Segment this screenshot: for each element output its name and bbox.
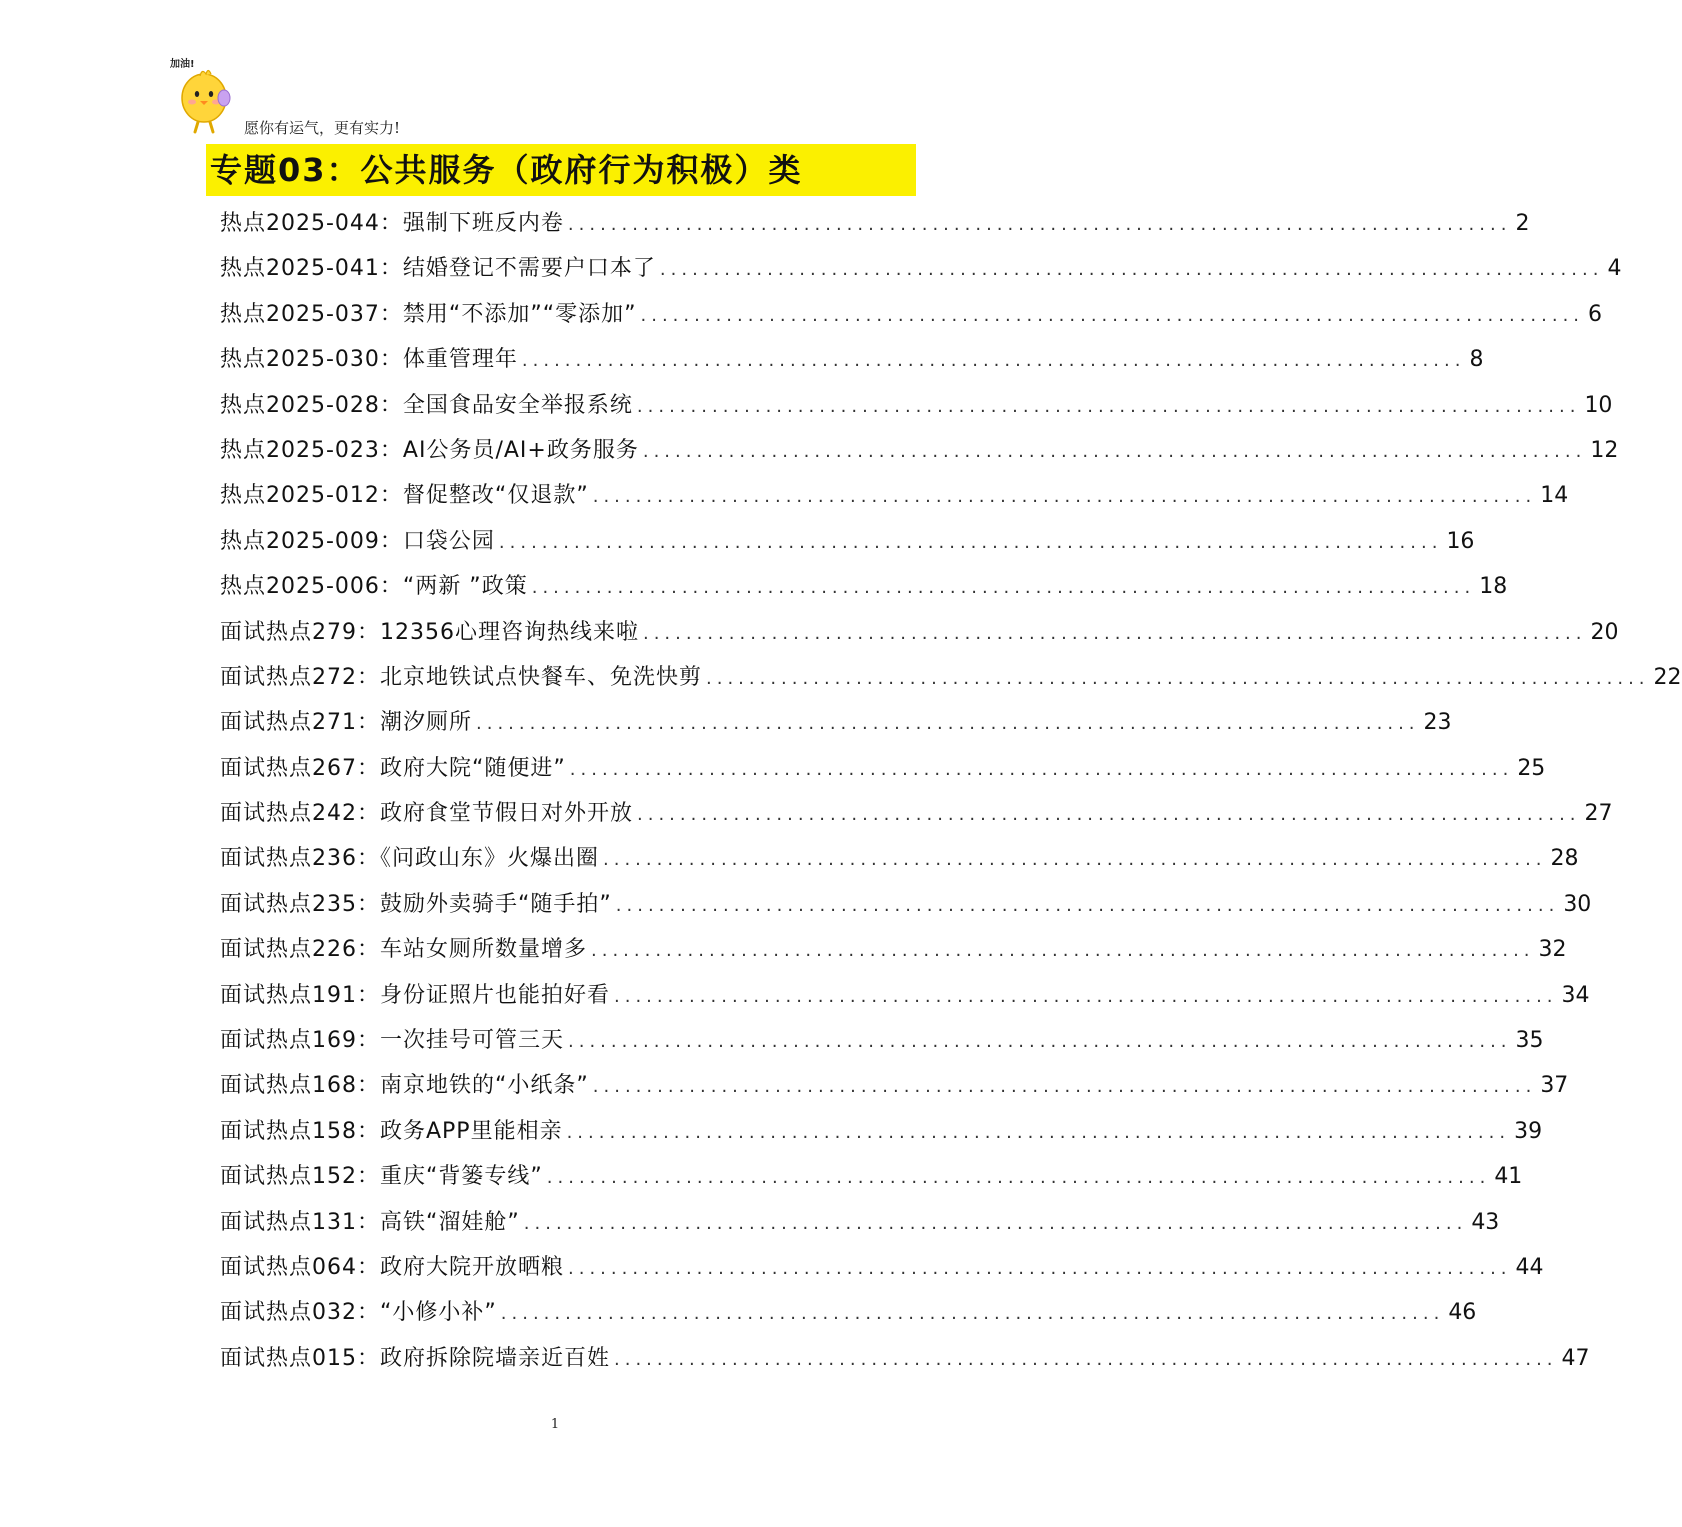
toc-entry-label: 面试热点191：身份证照片也能拍好看 xyxy=(220,982,610,1008)
toc-entry-label: 热点2025-044：强制下班反内卷 xyxy=(220,211,564,236)
toc-entry[interactable] xyxy=(220,1245,1544,1290)
toc-entry-page: 43 xyxy=(1471,1209,1500,1235)
toc-entry[interactable] xyxy=(220,519,1475,564)
toc-entry[interactable] xyxy=(220,337,1484,382)
toc-entry-label: 面试热点158：政务APP里能相亲 xyxy=(220,1118,563,1144)
toc-entry[interactable] xyxy=(220,383,1613,428)
toc-dot-leader: ........................................................................................ xyxy=(659,259,1604,281)
toc-dot-leader: ........................................................................................ xyxy=(614,1348,1558,1370)
toc-dot-leader: ........................................................................................ xyxy=(614,985,1558,1007)
toc-entry-label: 面试热点267：政府大院“随便进” xyxy=(220,755,566,781)
toc-entry-page: 20 xyxy=(1590,619,1619,645)
toc-entry-label: 热点2025-009：口袋公园 xyxy=(220,528,495,554)
toc-entry-page: 41 xyxy=(1494,1164,1523,1190)
toc-dot-leader: ........................................................................................ xyxy=(640,304,1585,326)
toc-entry-label: 面试热点279：12356心理咨询热线来啦 xyxy=(220,619,639,645)
toc-entry-page: 37 xyxy=(1540,1073,1569,1099)
toc-entry-label: 面试热点236：《问政山东》火爆出圈 xyxy=(220,846,599,872)
toc-entry[interactable] xyxy=(220,746,1546,791)
toc-entry[interactable] xyxy=(220,882,1592,927)
toc-entry-label: 面试热点169：一次挂号可管三天 xyxy=(220,1028,564,1054)
toc-entry[interactable] xyxy=(220,1109,1543,1154)
toc-entry-label: 面试热点235：鼓励外卖骑手“随手拍” xyxy=(220,891,612,917)
toc-entry-page: 30 xyxy=(1563,891,1592,917)
toc-dot-leader: ........................................................................................ xyxy=(500,1303,1445,1325)
toc-entry-page: 27 xyxy=(1584,801,1613,827)
toc-entry[interactable] xyxy=(220,1063,1569,1108)
toc-entry-page: 28 xyxy=(1550,846,1579,872)
toc-entry-page: 8 xyxy=(1469,347,1484,373)
toc-dot-leader: ........................................................................................ xyxy=(706,667,1650,689)
toc-dot-leader: ........................................................................................ xyxy=(568,1031,1512,1053)
toc-dot-leader: ........................................................................................ xyxy=(615,894,1560,916)
toc-entry[interactable] xyxy=(220,1336,1590,1381)
toc-dot-leader: ........................................................................................ xyxy=(498,531,1443,553)
toc-entry-page: 4 xyxy=(1607,256,1622,282)
toc-entry[interactable] xyxy=(220,836,1579,881)
toc-dot-leader: ........................................................................................ xyxy=(642,622,1587,644)
toc-dot-leader: ........................................................................................ xyxy=(592,1076,1537,1098)
toc-dot-leader: ........................................................................................ xyxy=(603,849,1547,871)
toc-entry-label: 面试热点032：“小修小补” xyxy=(220,1300,497,1326)
toc-entry-label: 热点2025-006：“两新 ”政策 xyxy=(220,574,528,600)
toc-entry[interactable] xyxy=(220,973,1590,1018)
toc-entry[interactable] xyxy=(220,428,1619,473)
toc-dot-leader: ........................................................................................ xyxy=(546,1167,1491,1189)
toc-dot-leader: ........................................................................................ xyxy=(591,940,1535,962)
toc-entry-page: 22 xyxy=(1653,664,1682,690)
toc-entry-label: 热点2025-037：禁用“不添加”“零添加” xyxy=(220,301,637,327)
toc-entry-label: 热点2025-041：结婚登记不需要户口本了 xyxy=(220,256,656,282)
toc-entry[interactable] xyxy=(220,927,1567,972)
toc-entry-page: 35 xyxy=(1515,1028,1544,1054)
toc-dot-leader: ........................................................................................ xyxy=(523,1212,1468,1234)
toc-entry-page: 46 xyxy=(1448,1300,1477,1326)
table-of-contents xyxy=(220,201,1682,1381)
toc-dot-leader: ........................................................................................ xyxy=(636,395,1581,417)
toc-entry-label: 面试热点015：政府拆除院墙亲近百姓 xyxy=(220,1345,610,1371)
toc-entry-label: 热点2025-028：全国食品安全举报系统 xyxy=(220,392,633,418)
toc-entry[interactable] xyxy=(220,1290,1477,1335)
toc-dot-leader: ........................................................................................ xyxy=(568,1257,1512,1279)
toc-dot-leader: ........................................................................................ xyxy=(642,440,1587,462)
toc-dot-leader: ........................................................................................ xyxy=(567,214,1512,235)
toc-entry[interactable] xyxy=(220,201,1530,246)
toc-entry-page: 18 xyxy=(1479,574,1508,600)
toc-entry-page: 44 xyxy=(1515,1254,1544,1280)
toc-entry-label: 面试热点152：重庆“背篓专线” xyxy=(220,1164,543,1190)
toc-entry[interactable] xyxy=(220,700,1452,745)
toc-entry[interactable] xyxy=(220,292,1603,337)
toc-dot-leader: ........................................................................................ xyxy=(476,713,1420,735)
toc-entry-label: 面试热点271：潮汐厕所 xyxy=(220,710,472,736)
toc-entry-label: 面试热点131：高铁“溜娃舱” xyxy=(220,1209,520,1235)
toc-entry-label: 面试热点226：车站女厕所数量增多 xyxy=(220,937,587,963)
toc-entry-label: 热点2025-012：督促整改“仅退款” xyxy=(220,483,589,509)
toc-entry[interactable] xyxy=(220,655,1682,700)
toc-entry-page: 16 xyxy=(1446,528,1475,554)
toc-entry[interactable] xyxy=(220,1154,1523,1199)
toc-entry[interactable] xyxy=(220,1018,1544,1063)
toc-entry-page: 2 xyxy=(1515,211,1530,236)
toc-entry-page: 47 xyxy=(1561,1345,1590,1371)
toc-entry[interactable] xyxy=(220,473,1569,518)
toc-entry[interactable] xyxy=(220,1200,1500,1245)
toc-entry-label: 面试热点168：南京地铁的“小纸条” xyxy=(220,1073,589,1099)
toc-dot-leader: ........................................................................................ xyxy=(521,350,1466,372)
toc-entry-page: 34 xyxy=(1561,982,1590,1008)
page-title: 专题03：公共服务（政府行为积极）类 xyxy=(210,151,803,189)
toc-entry-page: 32 xyxy=(1538,937,1567,963)
toc-entry-page: 10 xyxy=(1584,392,1613,418)
toc-entry-page: 25 xyxy=(1517,755,1546,781)
toc-entry-label: 面试热点242：政府食堂节假日对外开放 xyxy=(220,801,633,827)
toc-entry-label: 面试热点064：政府大院开放晒粮 xyxy=(220,1254,564,1280)
toc-entry-label: 热点2025-023：AI公务员/AI+政务服务 xyxy=(220,437,639,463)
toc-entry-label: 热点2025-030：体重管理年 xyxy=(220,347,518,373)
page-number: 1 xyxy=(550,1417,560,1432)
toc-entry-page: 23 xyxy=(1423,710,1452,736)
mascot-badge-text: 加油! xyxy=(170,59,195,70)
toc-entry[interactable] xyxy=(220,791,1613,836)
toc-entry-page: 12 xyxy=(1590,437,1619,463)
toc-dot-leader: ........................................................................................ xyxy=(531,577,1476,599)
toc-entry-page: 6 xyxy=(1588,301,1603,327)
toc-entry[interactable] xyxy=(220,564,1508,609)
toc-entry-page: 39 xyxy=(1514,1118,1543,1144)
toc-entry[interactable] xyxy=(220,246,1622,291)
toc-entry[interactable] xyxy=(220,610,1619,655)
toc-dot-leader: ........................................................................................ xyxy=(637,804,1581,826)
toc-dot-leader: ........................................................................................ xyxy=(569,758,1514,780)
motto-text: 愿你有运气，更有实力! xyxy=(244,119,401,137)
toc-dot-leader: ........................................................................................ xyxy=(592,486,1537,508)
toc-entry-page: 14 xyxy=(1540,483,1569,509)
toc-dot-leader: ........................................................................................ xyxy=(566,1121,1511,1143)
toc-entry-label: 面试热点272：北京地铁试点快餐车、免洗快剪 xyxy=(220,664,702,690)
